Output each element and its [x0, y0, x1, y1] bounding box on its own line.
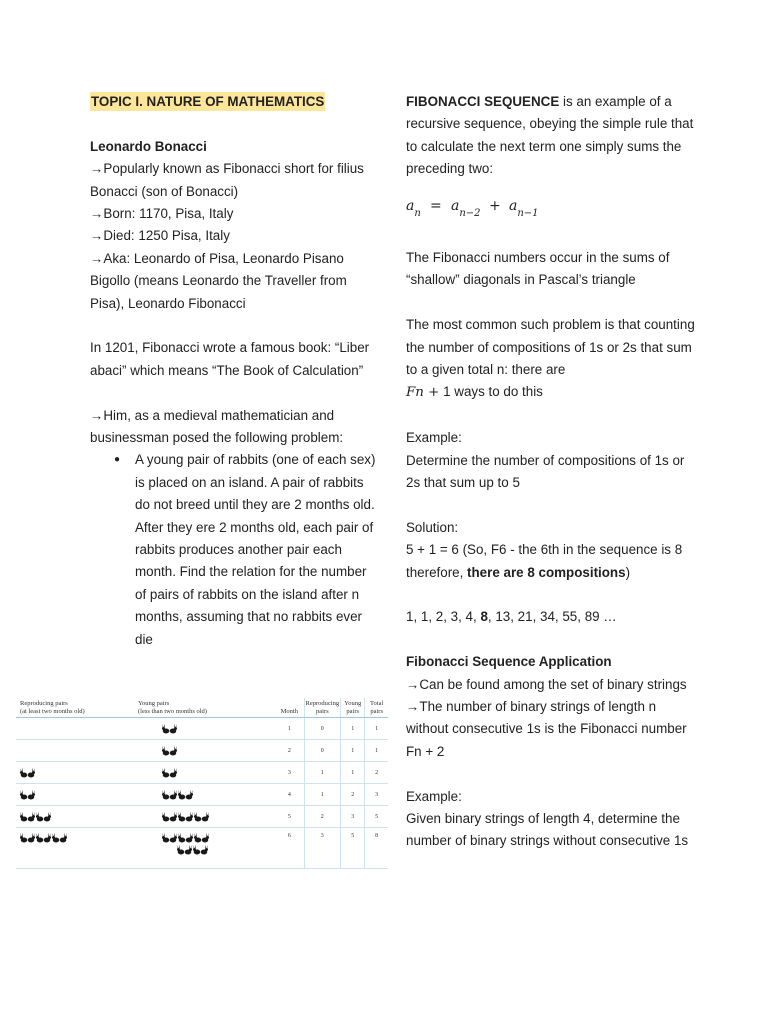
rabbit-pair-icon [162, 832, 177, 844]
young-count-cell: 1 [341, 740, 365, 762]
rabbit-pair-icon [162, 789, 177, 801]
bio-line: →Aka: Leonardo of Pisa, Leonardo Pisano Bigollo (means Leonardo the Traveller from Pisa), Leonardo Fibonacci [90, 250, 347, 311]
total-count-cell: 2 [365, 762, 388, 784]
rabbit-pair-icon [36, 811, 51, 823]
reproducing-pairs-cell [16, 784, 134, 806]
formula-term2: $a_{n-1}$ [509, 197, 539, 219]
rabbit-pair-icon [20, 789, 35, 801]
rabbit-pair-icon [194, 832, 209, 844]
fibonacci-sequence-list: 1, 1, 2, 3, 4, 8, 13, 21, 34, 55, 89 … [406, 609, 617, 625]
young-pairs-cell [134, 762, 275, 784]
header-young-pairs: Young pairs [341, 698, 365, 718]
rabbit-pair-icon [194, 811, 209, 823]
rabbit-pair-icon [20, 767, 35, 779]
young-count-cell: 5 [341, 828, 365, 869]
solution-text: 5 + 1 = 6 (So, F6 - the 6th in the sequence is 8 therefore, there are 8 compositions) [406, 542, 683, 580]
month-cell: 2 [275, 740, 304, 762]
month-cell: 3 [275, 762, 304, 784]
rabbit-pair-icon [162, 811, 177, 823]
reproducing-pairs-cell [16, 828, 134, 869]
header-reproducing: Reproducing pairs (at least two months old) [16, 698, 134, 718]
topic-heading: TOPIC I. NATURE OF MATHEMATICS [91, 94, 325, 109]
problem-bullet: ● A young pair of rabbits (one of each sex) is placed on an island. A pair of rabbits do not breed until they are 2 months old. After they ere 2 months old, each pair of rabbits produces another pair each month. Find the relation for the number of pairs of rabbits on the island after n months, assuming that no rabbits ever die [135, 449, 380, 651]
rabbit-pair-icon [162, 723, 177, 735]
rabbit-pair-icon [162, 745, 177, 757]
repro-count-cell: 2 [304, 806, 341, 828]
month-cell: 6 [275, 828, 304, 869]
table-row [16, 828, 388, 869]
problem-list [90, 449, 380, 651]
rabbit-pair-icon [20, 832, 35, 844]
month-cell: 1 [275, 718, 304, 740]
application-heading: Fibonacci Sequence Application [406, 654, 612, 670]
rabbit-pair-icon [36, 832, 51, 844]
book-paragraph: In 1201, Fibonacci wrote a famous book: “Liber abaci” which means “The Book of Calculation” [90, 340, 370, 378]
header-month: Month [275, 698, 304, 718]
rabbit-table-body [16, 718, 388, 869]
compositions-paragraph: The most common such problem is that counting the number of compositions of 1s or 2s that sum to a given total n: there are Fn + 1 ways to do this [406, 317, 695, 401]
example2-label: Example: [406, 788, 462, 804]
total-count-cell: 3 [365, 784, 388, 806]
total-count-cell: 1 [365, 740, 388, 762]
bio-heading: Leonardo Bonacci [90, 138, 207, 154]
example-text: Determine the number of compositions of 1s or 2s that sum up to 5 [406, 452, 685, 491]
total-count-cell: 8 [365, 828, 388, 869]
fib-intro-paragraph: FIBONACCI SEQUENCE is an example of a recursive sequence, obeying the simple rule that to calculate the next term one simply sums the preceding two: [406, 94, 694, 177]
formula-plus: + [489, 197, 501, 214]
repro-count-cell: 3 [304, 828, 341, 869]
example2-text: Given binary strings of length 4, determine the number of binary strings without consecutive 1s [406, 811, 689, 849]
table-row [16, 762, 388, 784]
reproducing-pairs-cell [16, 740, 134, 762]
header-young: Young pairs (less than two months old) [134, 698, 275, 718]
rabbit-pair-icon [177, 844, 192, 856]
month-cell: 4 [275, 784, 304, 806]
header-total-pairs: Total pairs [365, 698, 388, 718]
repro-count-cell: 1 [304, 762, 341, 784]
problem-intro: →Him, as a medieval mathematician and businessman posed the following problem: [90, 407, 344, 446]
formula-term1: $a_{n-2}$ [451, 197, 481, 219]
rabbit-pair-icon [162, 767, 177, 779]
reproducing-pairs-cell [16, 762, 134, 784]
rabbit-pair-icon [178, 832, 193, 844]
example-label: Example: [406, 430, 462, 446]
application-line: →Can be found among the set of binary strings [406, 676, 687, 692]
table-row [16, 718, 388, 740]
table-row [16, 784, 388, 806]
young-pairs-cell [134, 740, 275, 762]
rabbit-pair-icon [193, 844, 208, 856]
reproducing-pairs-cell [16, 718, 134, 740]
application-line: →The number of binary strings of length n without consecutive 1s is the Fibonacci number Fn + 2 [406, 699, 687, 759]
rabbit-population-table [16, 698, 388, 878]
formula-equals: = [430, 197, 442, 214]
young-pairs-cell [134, 828, 275, 869]
rabbit-pair-icon [178, 811, 193, 823]
right-column [406, 91, 696, 853]
young-count-cell: 2 [341, 784, 365, 806]
repro-count-cell: 1 [304, 784, 341, 806]
header-repro-pairs: Reproducing pairs [304, 698, 341, 718]
bio-line: →Popularly known as Fibonacci short for filius Bonacci (son of Bonacci) [90, 161, 364, 199]
bio-line: →Born: 1170, Pisa, Italy [90, 206, 234, 222]
total-count-cell: 5 [365, 806, 388, 828]
rabbit-pair-icon [178, 789, 193, 801]
young-pairs-cell [134, 718, 275, 740]
formula-lhs: $a_n$ [406, 197, 421, 219]
pascal-paragraph: The Fibonacci numbers occur in the sums of “shallow” diagonals in Pascal’s triangle [406, 250, 670, 288]
reproducing-pairs-cell [16, 806, 134, 828]
month-cell: 5 [275, 806, 304, 828]
recurrence-formula [406, 181, 696, 225]
repro-count-cell: 0 [304, 740, 341, 762]
table-row [16, 806, 388, 828]
fib-title: FIBONACCI SEQUENCE [406, 94, 560, 109]
repro-count-cell: 0 [304, 718, 341, 740]
young-count-cell: 3 [341, 806, 365, 828]
table-row [16, 740, 388, 762]
left-column [90, 91, 380, 651]
total-count-cell: 1 [365, 718, 388, 740]
rabbit-pair-icon [52, 832, 67, 844]
bio-line: →Died: 1250 Pisa, Italy [90, 228, 230, 244]
young-pairs-cell [134, 784, 275, 806]
young-count-cell: 1 [341, 762, 365, 784]
young-pairs-cell [134, 806, 275, 828]
rabbit-pair-icon [20, 811, 35, 823]
solution-label: Solution: [406, 519, 459, 535]
young-count-cell: 1 [341, 718, 365, 740]
